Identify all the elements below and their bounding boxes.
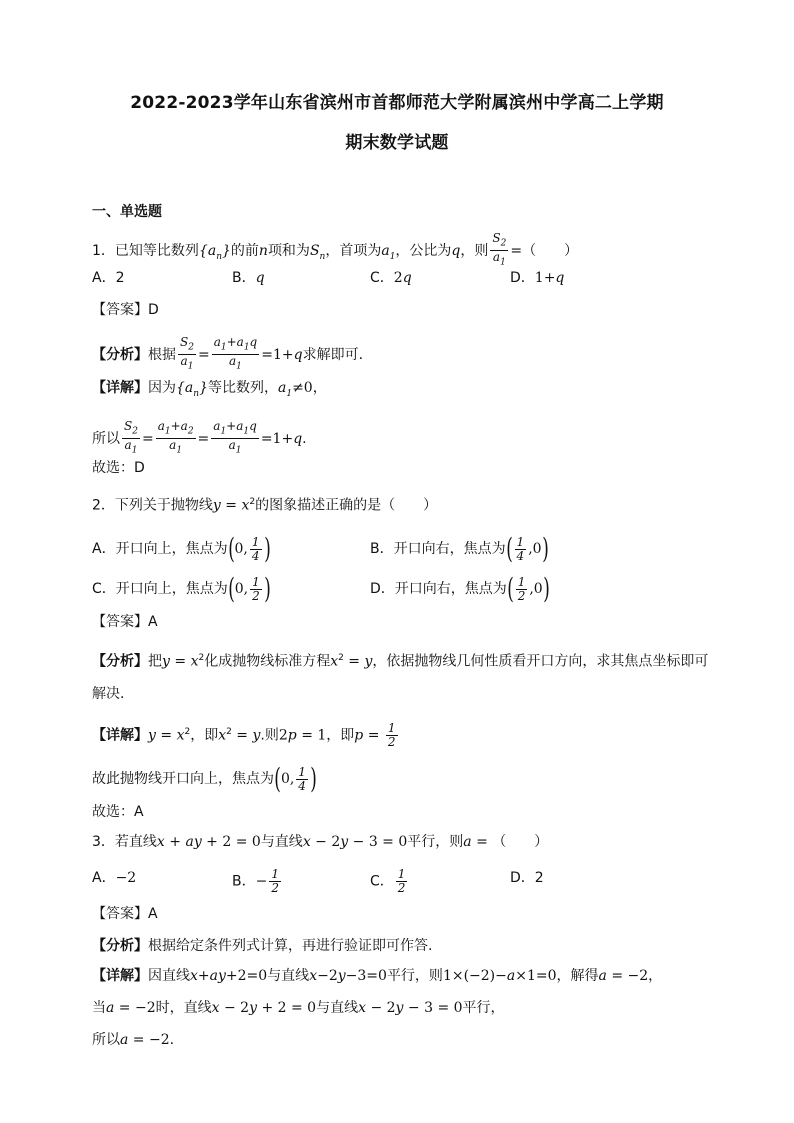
q3-detail: 【详解】因直线x+ay+2=0与直线x−2y−3=0平行，则1×(−2)−a×1=0，解得a = −2， [92,968,663,984]
q1-option-b: B．q [232,270,265,286]
q1-choice: 故选：D [92,460,145,476]
q2-detail: 【详解】$y = x^2$，即$x^2 = y$.则2p = 1，即p = $\frac{1}{2}$ [92,721,396,750]
q2-analysis-2: 解决. [92,686,125,702]
q1-option-c: C．2q [370,270,412,286]
q2-option-a: A．开口向上，焦点为(0, $\frac{1}{4}$ ) [92,532,271,565]
q2-option-d: D．开口向右，焦点为( $\frac{1}{2}$ ,0) [370,572,550,605]
q1-detail: 【详解】因为$\{a_n\}$等比数列，$a_1\ne 0$， [92,380,327,399]
q2-detail-2: 故此抛物线开口向上，焦点为(0, $\frac{1}{4}$ ) [92,762,317,795]
q1-option-d: D．1+q [510,270,565,286]
q2-option-c: C．开口向上，焦点为(0, $\frac{1}{2}$ ) [92,572,271,605]
document-title-line2: 期末数学试题 [345,133,449,153]
q3-stem: 3．若直线x + ay + 2 = 0与直线x − 2y − 3 = 0平行，则a = （ ） [92,834,549,850]
q2-choice: 故选：A [92,804,144,820]
section-heading: 一、单选题 [92,204,162,220]
q2-answer: 【答案】A [92,614,158,630]
q3-answer: 【答案】A [92,906,158,922]
document-title-line1: 2022-2023学年山东省滨州市首都师范大学附属滨州中学高二上学期 [130,93,664,113]
q1-analysis: 【分析】根据 $\frac{S_2}{a_1}$ = $\frac{a_1+a_1q}{a_1}$ =1+q求解即可. [92,335,364,372]
q2-option-b: B．开口向右，焦点为( $\frac{1}{4}$ ,0) [370,532,549,565]
q1-stem: 1．已知等比数列$\{a_n\}$的前n项和为$S_n$，首项为$a_1$，公比为q，则 $\frac{S_2}{a_1}$ =（ ） [92,231,579,268]
q3-option-a: A．−2 [92,870,137,886]
q1-answer: 【答案】D [92,302,159,318]
q3-option-c: C． $\frac{1}{2}$ [370,867,406,895]
q3-option-b: B．− $\frac{1}{2}$ [232,867,279,895]
q1-detail-2: 所以 $\frac{S_2}{a_1}$ = $\frac{a_1+a_2}{a_1}$ = $\frac{a_1+a_1q}{a_1}$ =1+q. [92,419,307,456]
q2-stem: 2．下列关于抛物线$y = x^2$的图象描述正确的是（ ） [92,497,438,514]
q3-detail-3: 所以a = −2. [92,1032,175,1048]
q2-analysis: 【分析】把$y = x^2$化成抛物线标准方程$x^2 = y$，依据抛物线几何性质看开口方向，求其焦点坐标即可 [92,653,709,670]
q3-detail-2: 当a = −2时，直线x − 2y + 2 = 0与直线x − 2y − 3 = 0平行， [92,1000,505,1016]
q3-analysis: 【分析】根据给定条件列式计算，再进行验证即可作答. [92,938,433,954]
q3-option-d: D．2 [510,870,544,886]
q1-option-a: A．2 [92,270,125,286]
